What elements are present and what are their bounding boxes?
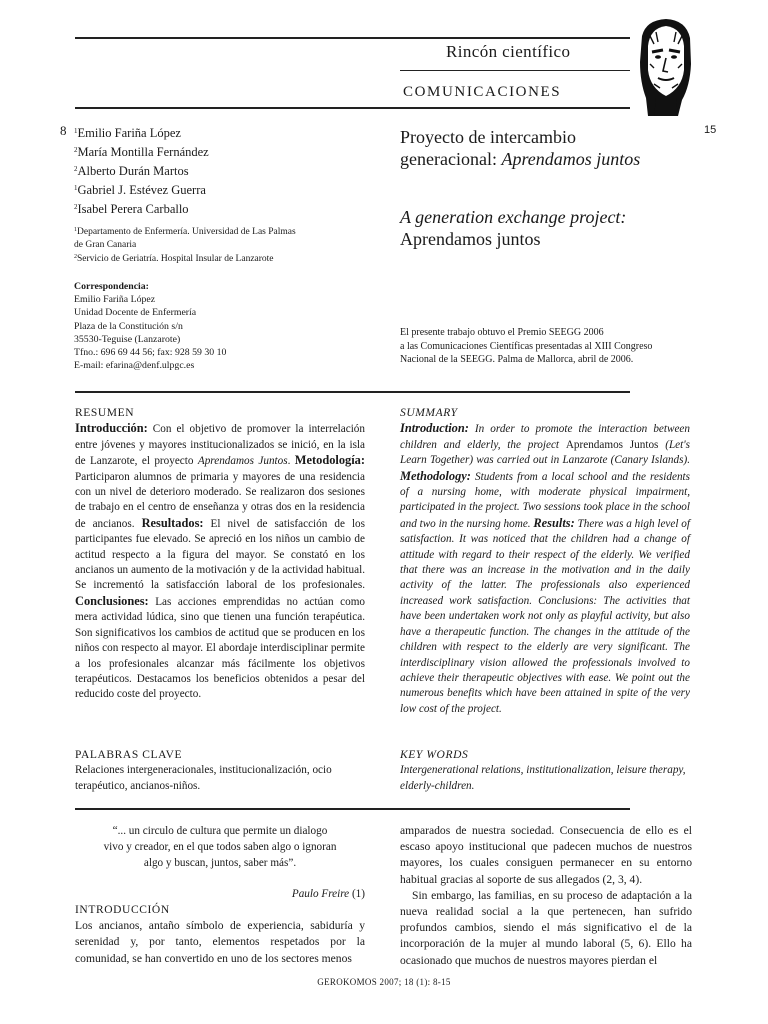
header-bottom-rule	[75, 107, 630, 109]
title-spanish: Proyecto de intercambio generacional: Aprendamos juntos	[400, 127, 641, 169]
author-line: $^2$Isabel Perera Carballo	[74, 202, 189, 216]
resumen-abstract: RESUMEN Introducción: Con el objetivo de promover la interrelación entre jóvenes y mayores institucionalizados se inició, en la isla de Lanzarote, el proyecto Aprendamos Juntos. Metodología: Participaron alumnos de primaria y mayores de una residencia con un nivel de deterioro moderado. Se realizaron dos sesiones de trabajo en el centro de enseñanza y otras dos en la residencia de ancianos. Resultados: El nivel de satisfacción de los participantes fue elevado. Se apreció en los niños un cambio de actitud respecto a la figura del mayor. Se constató en los ancianos un aumento de la motivación y de la actividad habitual. Se incrementó la satisfacción laboral de los profesionales. Conclusiones: Las acciones emprendidas no actúan como mera actividad lúdica, sino que tienen una función terapéutica. Son significativos los cambios de actitud que se producen en los niños con respecto al mayor. El abordaje interdisciplinar permite a los profesionales alcanzar más fácilmente los objetivos terapéuticos. Destacamos los beneficios obtenidos a pesar del reducido coste del proyecto.	[75, 407, 366, 701]
resumen-heading: RESUMEN	[75, 407, 135, 419]
abstract-top-rule	[75, 391, 630, 393]
correspondence-line: Plaza de la Constitución s/n	[74, 320, 183, 332]
author-line: $^2$María Montilla Fernández	[74, 145, 209, 159]
author-line: $^1$Emilio Fariña López	[74, 126, 181, 140]
author-line: $^2$Alberto Durán Martos	[74, 164, 189, 178]
correspondence-line: Emilio Fariña López	[74, 294, 156, 306]
correspondence-email[interactable]: E-mail: efarina@denf.ulpgc.es	[74, 360, 195, 372]
introduccion-right: amparados de nuestra sociedad. Consecuencia de ello es el escaso apoyo institucional que padecen muchos de nuestros mayores, los cuales consiguen permanecer en su entorno habitual gracias al soporte de sus allegados (2, 3, 4). Sin embargo, las familias, en su proceso de adaptación a la nueva realidad social a la que pertenecen, han sufrido profundos cambios, siendo el más significativo el de la incorporación de la mujer al mundo laboral (5, 6). Ello ha ocasionado que muchos de nuestros mayores pierdan el	[400, 824, 692, 967]
section-title: Rincón científico	[446, 42, 571, 61]
epigraph-quote: “... un circulo de cultura que permite un dialogo vivo y creador, en el que todos saben algo o ignoran algo y buscan, juntos, saber más”.	[103, 825, 337, 869]
correspondence-line: Tfno.: 696 69 44 56; fax: 928 59 30 10	[74, 347, 227, 359]
award-note: El presente trabajo obtuvo el Premio SEEGG 2006 a las Comunicaciones Científicas presentadas al XIII Congreso Nacional de la SEEGG. Palma de Mallorca, abril de 2006.	[400, 327, 653, 365]
introduccion-left: INTRODUCCIÓN Los ancianos, antaño símbolo de experiencia, sabiduría y serenidad y, por tanto, elementos respetados por la comunidad, se han convertido en uno de los sectores menos	[75, 904, 365, 965]
correspondence-label: Correspondencia:	[74, 281, 149, 292]
keywords-english: KEY WORDS Intergenerational relations, institutionalization, leisure therapy, elderly-children.	[400, 749, 686, 792]
affiliations	[74, 224, 374, 266]
header-top-rule	[75, 37, 630, 39]
affiliation-line: $^1$Departamento de Enfermería. Universidad de Las Palmas	[74, 227, 296, 237]
keywords-spanish: PALABRAS CLAVE Relaciones intergeneracionales, institucionalización, ocio terapéutico, ancianos-niños.	[75, 749, 332, 792]
subsection-title: COMUNICACIONES	[403, 84, 562, 100]
summary-heading: SUMMARY	[400, 407, 458, 419]
journal-footer: GEROKOMOS 2007; 18 (1): 8-15	[317, 977, 451, 987]
correspondence-line: Unidad Docente de Enfermería	[74, 307, 197, 319]
correspondence-line: 35530-Teguise (Lanzarote)	[74, 333, 181, 345]
abstract-bottom-rule	[75, 808, 630, 810]
affiliation-line: $^2$Servicio de Geriatría. Hospital Insular de Lanzarote	[74, 254, 274, 264]
author-portrait-image	[636, 16, 694, 116]
page-number-left: 8	[60, 123, 67, 138]
title-english: A generation exchange project: Aprendamos juntos	[400, 207, 627, 249]
introduccion-heading: INTRODUCCIÓN	[75, 904, 170, 916]
page-number-right: 15	[704, 124, 717, 136]
header-mid-rule	[400, 70, 630, 71]
epigraph-author: Paulo Freire (1)	[291, 888, 365, 900]
summary-abstract: SUMMARY Introduction: In order to promote the interaction between children and elderly, the project Aprendamos Juntos (Let's Learn Together) was carried out in Lanzarote (Canary Islands). Methodology: Students from a local school and the residents of a nursing home, with moderate physical impairment, participated in the project. Two sessions took place in the school and two in the nursing home. Results: There was a high level of satisfaction. It was noticed that the children had a change of attitude with regard to their respect of the elderly. We verified that there was an increase in the motivation and in the daily activity of the latter. The professionals also experienced increased work satisfaction. Conclusions: The activities that have been undertaken work not only as playful activity, but also have a therapeutic function. The changes in the attitude of the children with respect to the elderly are very significant. The interdisciplinary vision allowed the professionals involved to achieve their therapeutic objectives with ease. We point out the numerous benefits which have been attained in spite of the very low cost of the project.	[400, 407, 690, 715]
affiliation-line: de Gran Canaria	[74, 239, 137, 250]
correspondence-block	[74, 280, 374, 372]
author-line: $^1$Gabriel J. Estévez Guerra	[74, 183, 206, 197]
author-list	[74, 123, 374, 218]
